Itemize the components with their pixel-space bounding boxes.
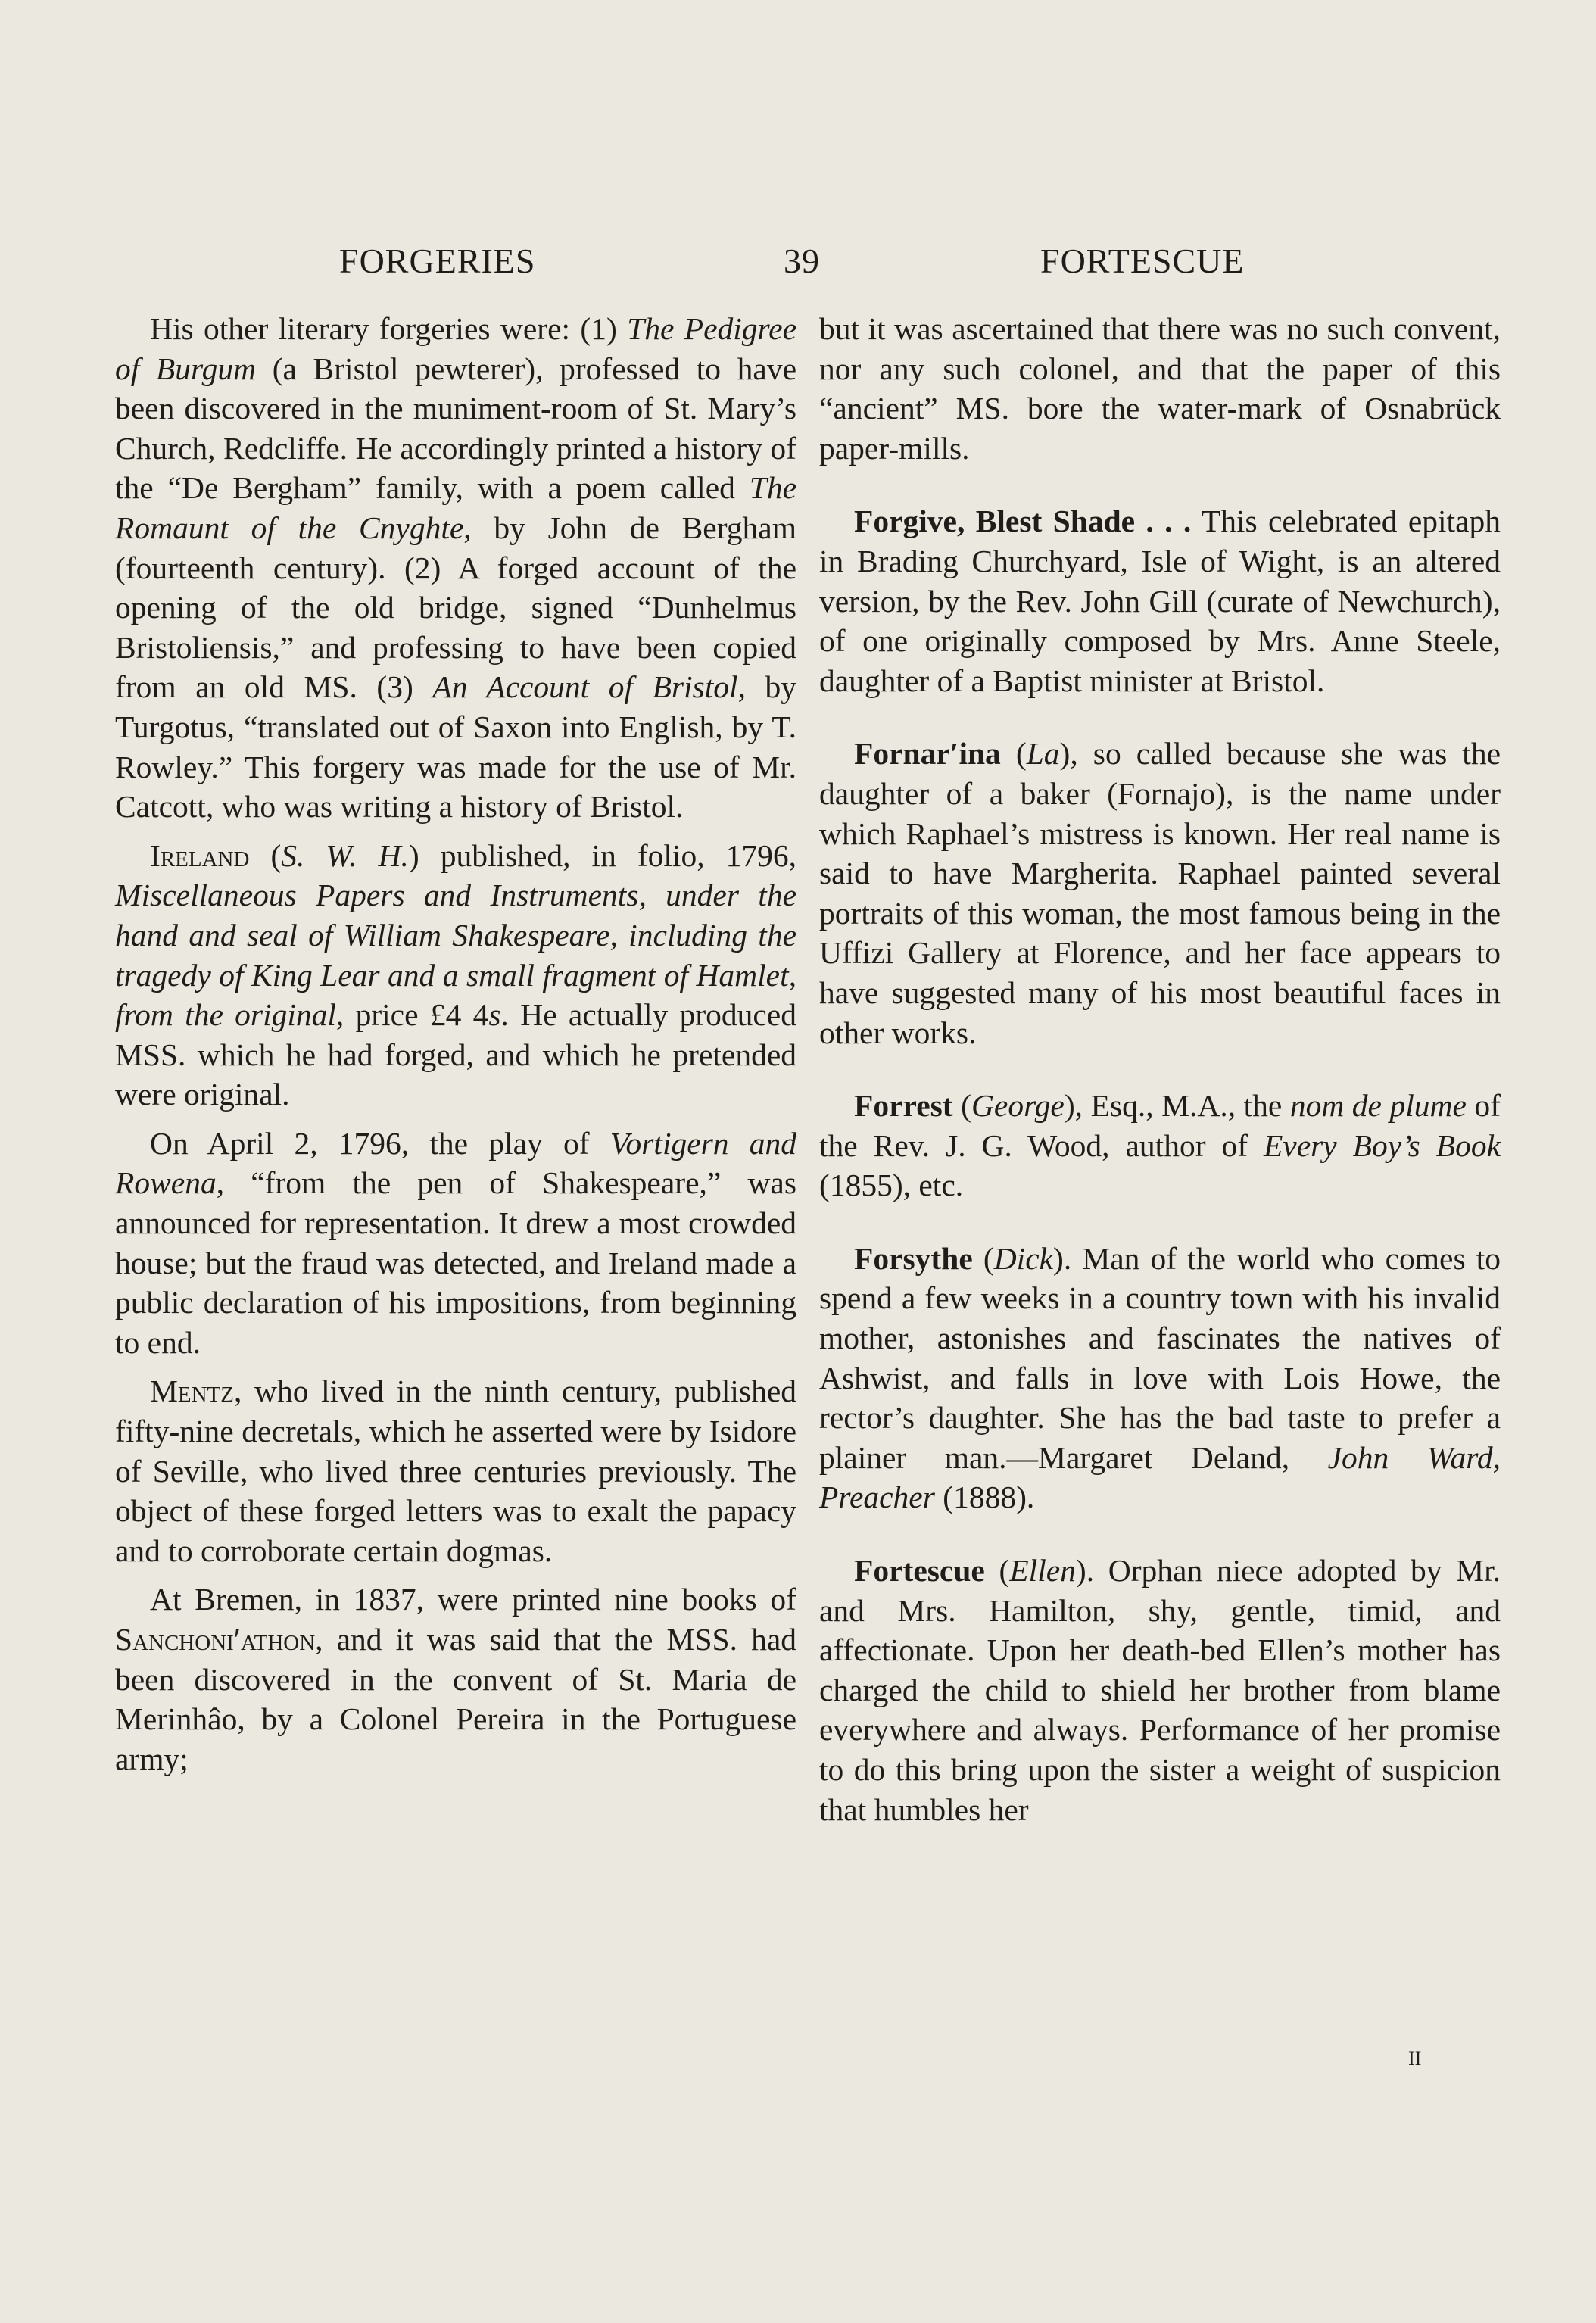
entry-headword: Fortescue (854, 1553, 985, 1589)
entry-headword: Forsythe (854, 1240, 973, 1276)
paragraph-sanchoniathon: At Bremen, in 1837, were printed nine books of Sanchoni′athon, and it was said that the MSS. had been discovered in the convent of St. Maria de Merinhâo, by a Colonel Pereira in the Portuguese army; (115, 1582, 796, 1776)
entry-fornarina: Fornar′ina (La), so called because she was the daughter of a baker (Fornajo), is the name under which Raphael’s mistress is known. Her real name is said to have Margherita. Raphael painted several portraits of this woman, the most famous being in the Uffizi Gallery at Florence, and her face appears to have suggested many of his most beautiful faces in other works. (819, 736, 1501, 1050)
paragraph-mentz: Mentz, who lived in the ninth century, published fifty-nine decretals, which he asserted were by Isidore of Seville, who lived three centuries previously. The object of these forged letters was to exalt the papacy and to corroborate certain dogmas. (115, 1374, 796, 1568)
right-column (819, 309, 1501, 1829)
header-left-title: FORGERIES (339, 242, 536, 280)
entry-headword: Fornar′ina (854, 736, 1001, 772)
entry-forsythe: Forsythe (Dick). Man of the world who comes to spend a few weeks in a country town with his invalid mother, astonishes and fascinates the natives of Ashwist, and falls in love with Lois Howe, the rector’s daughter. She has the bad taste to prefer a plainer man.—Margaret Deland, John Ward, Preacher (1888). (819, 1240, 1501, 1515)
entry-headword: Forrest (854, 1088, 953, 1124)
paragraph-continuation: but it was ascertained that there was no such convent, nor any such colonel, and that the paper of this “ancient” MS. bore the water-mark of Osnabrück paper-mills. (819, 311, 1501, 466)
header-right-title: FORTESCUE (1040, 242, 1245, 280)
paragraph-vortigern: On April 2, 1796, the play of Vortigern and Rowena, “from the pen of Shakespeare,” was announced for representation. It drew a most crowded house; but the fraud was detected, and Ireland made a public declaration of his impositions, from beginning to end. (115, 1125, 797, 1360)
running-head (0, 241, 1596, 282)
page-number: 39 (784, 242, 820, 280)
left-column (115, 309, 796, 1779)
entry-headword: Forgive, Blest Shade . . . (854, 504, 1192, 539)
paragraph-literary-forgeries: His other literary forgeries were: (1) The Pedigree of Burgum (a Bristol pewterer), professed to have been discovered in the muniment-room of St. Mary’s Church, Redcliffe. He accordingly printed a history of the “De Bergham” family, with a poem called The Romaunt of the Cnyghte, by John de Bergham (fourteenth century). (2) A forged account of the opening of the old bridge, signed “Dunhelmus Bristoliensis,” and professing to have been copied from an old MS. (3) An Account of Bristol, by Turgotus, “translated out of Saxon into English, by T. Rowley.” This forgery was made for the use of Mr. Catcott, who was writing a history of Bristol. (115, 311, 796, 825)
entry-forrest: Forrest (George), Esq., M.A., the nom de plume of the Rev. J. G. Wood, author of Every Boy’s Book (1855), etc. (819, 1088, 1501, 1203)
entry-forgive-blest-shade: Forgive, Blest Shade . . . This celebrated epitaph in Brading Churchyard, Isle of Wight, is an altered version, by the Rev. John Gill (curate of Newchurch), of one originally composed by Mrs. Anne Steele, daughter of a Baptist minister at Bristol. (819, 504, 1501, 698)
paragraph-ireland: Ireland (S. W. H.) published, in folio, 1796, Miscellaneous Papers and Instruments, under the hand and seal of William Shakespeare, including the tragedy of King Lear and a small fragment of Hamlet, from the original, price £4 4s. He actually produced MSS. which he had forged, and which he pretended were original. (115, 837, 796, 1112)
entry-fortescue: Fortescue (Ellen). Orphan niece adopted by Mr. and Mrs. Hamilton, shy, gentle, timid, and affectionate. Upon her death-bed Ellen’s mother has charged the child to shield her brother from blame everywhere and always. Performance of her promise to do this bring upon the sister a weight of suspicion that humbles her (819, 1553, 1501, 1827)
signature-mark: II (1408, 2047, 1422, 2069)
